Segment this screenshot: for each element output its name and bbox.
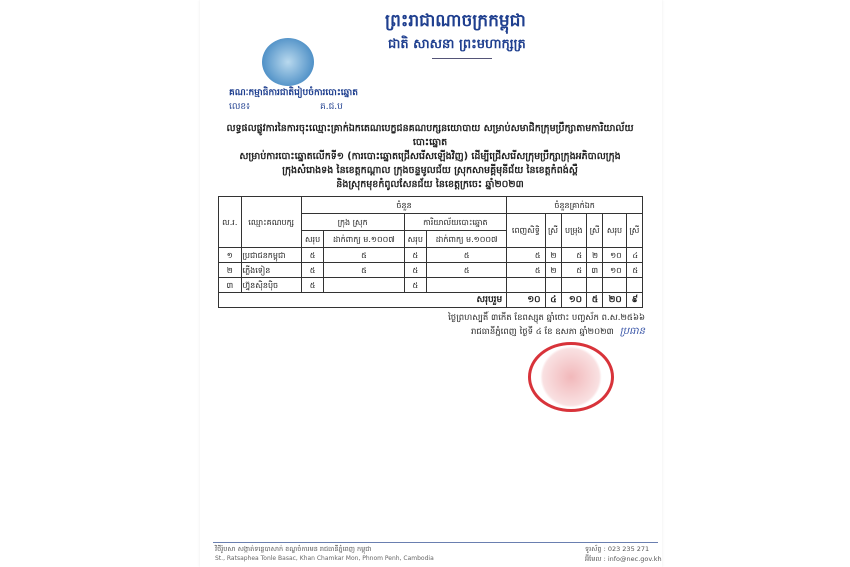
total-cell: ៤ xyxy=(545,293,561,308)
header-female: ស្រី xyxy=(545,214,561,248)
header-no: ល.រ. xyxy=(219,197,242,248)
footer-divider xyxy=(213,542,658,543)
header-female: ស្រី xyxy=(626,214,642,248)
table-cell: ៥ xyxy=(324,263,404,278)
table-cell xyxy=(545,278,561,293)
header-female: ស្រី xyxy=(587,214,603,248)
table-row xyxy=(219,263,643,278)
header-total: សរុប xyxy=(404,231,427,248)
total-cell: ៥ xyxy=(587,293,603,308)
footer-address-en: St., Ratsaphea Tonle Basac, Khan Chamkar Mon, Phnom Penh, Cambodia xyxy=(215,555,434,562)
total-cell: ១០ xyxy=(507,293,545,308)
table-cell: ២ xyxy=(545,248,561,263)
results-table xyxy=(218,196,643,308)
table-cell xyxy=(324,278,404,293)
table-cell: ៥ xyxy=(324,248,404,263)
number-value: គ.ជ.ប xyxy=(320,102,343,112)
row-no: ១ xyxy=(219,248,242,263)
header-sum: សរុប xyxy=(603,214,627,248)
table-cell: ៤ xyxy=(626,248,642,263)
header-deposit: ដាក់ពាក្យ ម.១០០៧ xyxy=(427,231,507,248)
total-row xyxy=(219,293,643,308)
table-cell: ២ xyxy=(587,248,603,263)
table-cell: ៥ xyxy=(427,263,507,278)
motto: ជាតិ សាសនា ព្រះមហាក្សត្រ xyxy=(388,37,526,52)
total-cell: ១០ xyxy=(561,293,586,308)
table-cell xyxy=(427,278,507,293)
table-cell xyxy=(626,278,642,293)
party-name: ហ្វ៊ុនស៊ិនប៉ិច xyxy=(241,278,301,293)
table-cell: ៥ xyxy=(427,248,507,263)
title-line: ក្រុងសំរោងទង នៃខេត្តកណ្ដាល ក្រុងចន្ទមូលជ័យ ស្រុកសាមគ្គីមុនីជ័យ នៃខេត្តកំពង់ស្ពឺ xyxy=(282,165,578,176)
document-title xyxy=(215,122,645,192)
header-reserve: បម្រុង xyxy=(561,214,586,248)
table-cell: ៥ xyxy=(561,248,586,263)
table-cell: ២ xyxy=(545,263,561,278)
organization-name: គណៈកម្មាធិការជាតិរៀបចំការបោះឆ្នោត xyxy=(229,88,358,98)
party-name: ភ្លើងទៀន xyxy=(241,263,301,278)
footer-phone: ទូរស័ព្ទ : 023 235 271 xyxy=(585,545,650,553)
title-line: លទ្ធផលផ្លូវការនៃការចុះឈ្មោះគ្រាក់ឯកតេណបេក្ខជនគណបក្សនយោបាយ សម្រាប់សមាជិកក្រុមប្រឹក្សាតាមការិយាល័យបោះឆ្នោត xyxy=(226,123,634,148)
table-cell: ៥ xyxy=(404,248,427,263)
lunar-date: ថ្ងៃព្រហស្បតិ៍ ៣កើត ខែពស្សុត ឆ្នាំថោះ បញ្ចស័ក ព.ស.២៥៦៦ xyxy=(448,313,645,323)
number-label: លេខ៖ xyxy=(229,102,251,112)
official-seal xyxy=(528,342,614,412)
nec-logo xyxy=(262,38,314,86)
table-cell: ៣ xyxy=(587,263,603,278)
table-row xyxy=(219,248,643,263)
row-no: ៣ xyxy=(219,278,242,293)
table-cell: ៥ xyxy=(626,263,642,278)
total-cell: ៩ xyxy=(626,293,642,308)
table-cell: ៥ xyxy=(301,248,324,263)
title-line: សម្រាប់ការបោះឆ្នោតលើកទី១ (ការបោះឆ្នោតជ្រើសរើសឡើងវិញ) ដើម្បីជ្រើសរើសក្រុមប្រឹក្សាក្រុងអភិបាលក្រុង xyxy=(239,151,621,162)
header-full: ពេញសិទ្ធិ xyxy=(507,214,545,248)
header-count: ចំនួន xyxy=(301,197,506,214)
table-cell xyxy=(561,278,586,293)
date-block xyxy=(405,312,645,339)
table-row xyxy=(219,278,643,293)
gregorian-date-line xyxy=(405,325,645,339)
table-cell xyxy=(507,278,545,293)
table-cell: ៥ xyxy=(404,263,427,278)
header-deposit: ដាក់ពាក្យ ម.១០០៧ xyxy=(324,231,404,248)
title-line: និងស្រុកមុខកំពូលសែនជ័យ នៃខេត្តក្រចេះ ឆ្នាំ២០២៣ xyxy=(336,179,524,190)
header-total: សរុប xyxy=(301,231,324,248)
footer-email: អ៊ីមែល : info@nec.gov.kh xyxy=(585,555,662,563)
table-cell: ៥ xyxy=(507,263,545,278)
table-cell xyxy=(587,278,603,293)
table-cell: ៥ xyxy=(301,263,324,278)
signature: ប្រធាន xyxy=(619,326,645,337)
divider xyxy=(432,58,492,59)
footer-address-kh: វិថីរ៉ូបសា សង្កាត់ទន្លេបាសាក់ ខណ្ឌចំការមន រាជធានីភ្នំពេញ កម្ពុជា xyxy=(215,545,372,553)
table-cell xyxy=(603,278,627,293)
row-no: ២ xyxy=(219,263,242,278)
document-body xyxy=(215,122,645,412)
table-cell: ៥ xyxy=(561,263,586,278)
gregorian-date: រាជធានីភ្នំពេញ ថ្ងៃទី ៤ ខែ ឧសភា ឆ្នាំ២០២៣ xyxy=(471,327,614,337)
table-cell: ៥ xyxy=(507,248,545,263)
table-cell: ៥ xyxy=(301,278,324,293)
total-label: សរុបរួម xyxy=(219,293,507,308)
header-office: ការិយាល័យបោះឆ្នោត xyxy=(404,214,507,231)
table-cell: ១០ xyxy=(603,248,627,263)
table-cell: ៥ xyxy=(404,278,427,293)
total-cell: ២០ xyxy=(603,293,627,308)
kingdom-heading: ព្រះរាជាណាចក្រកម្ពុជា xyxy=(385,11,526,31)
table-cell: ១០ xyxy=(603,263,627,278)
header-party: ឈ្មោះគណបក្ស xyxy=(241,197,301,248)
party-name: ប្រជាជនកម្ពុជា xyxy=(241,248,301,263)
header-commune: ក្រុង ស្រុក xyxy=(301,214,404,231)
header-candidates: ចំនួនគ្រាក់ឯក xyxy=(507,197,643,214)
